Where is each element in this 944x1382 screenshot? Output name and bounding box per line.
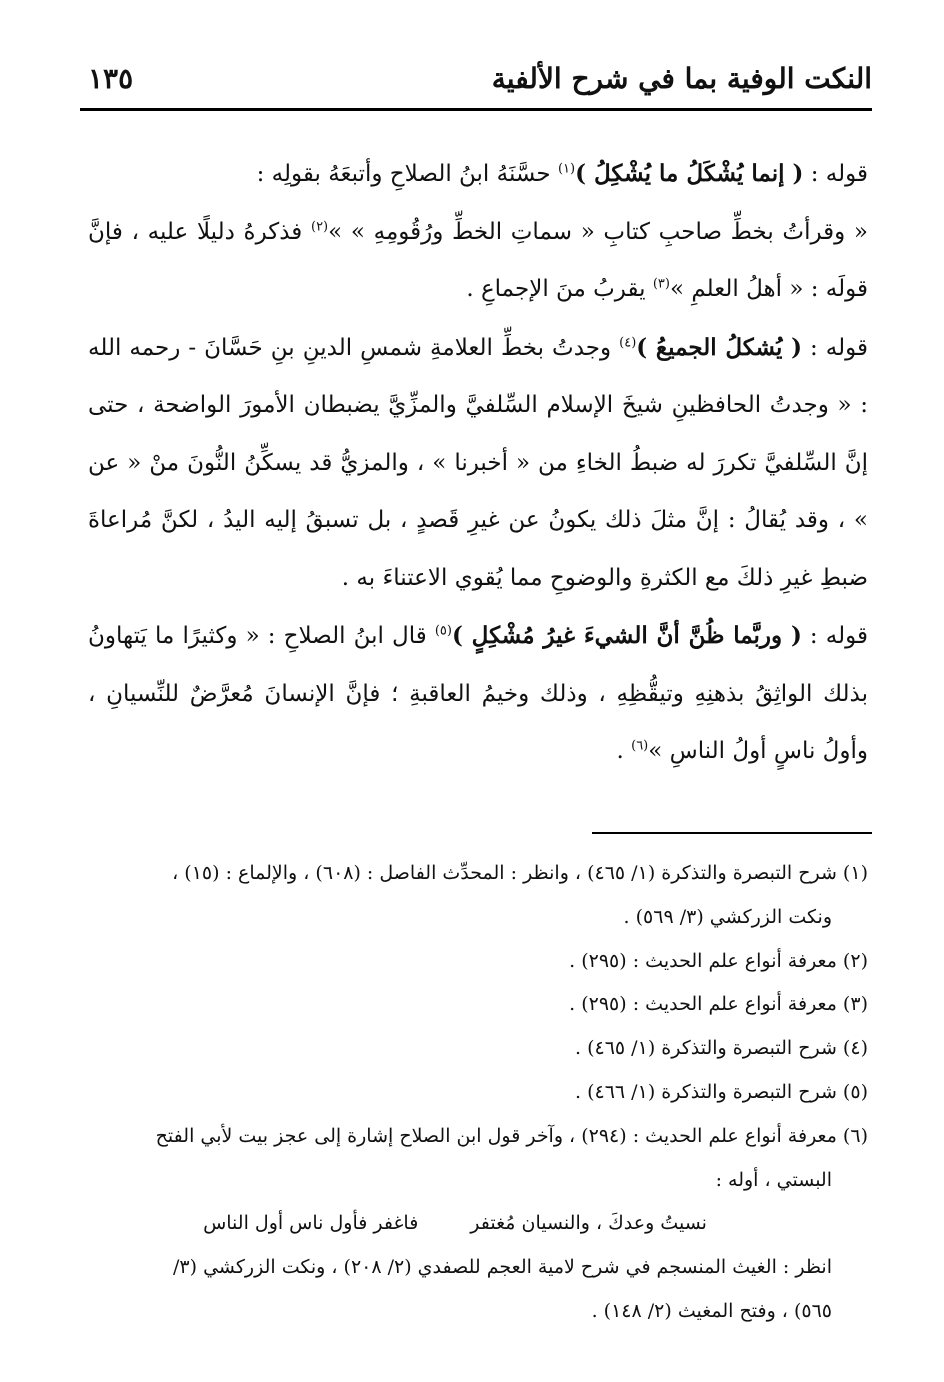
- footnote-line: ونكت الزركشي (٣/ ٥٦٩) .: [623, 905, 832, 928]
- footnote-line: (٦) معرفة أنواع علم الحديث : (٢٩٤) ، وآخر قول ابن الصلاح إشارة إلى عجز بيت لأبي الفتح: [155, 1124, 868, 1147]
- paragraph-2: [88, 204, 868, 319]
- footnote-marker: (٦): [631, 738, 649, 754]
- footnote-6: [78, 1115, 868, 1334]
- verse-first-hemistich: نسيتُ وعدكَ ، والنسيان مُغتفر: [470, 1212, 707, 1235]
- paragraph-text: يقربُ منَ الإجماعِ .: [466, 276, 653, 302]
- verse-second-hemistich: فاغفر فأول ناس أول الناس: [203, 1212, 419, 1235]
- paragraph-text: .: [616, 738, 632, 764]
- running-title: النكت الوفية بما في شرح الألفية: [491, 62, 872, 95]
- footnote-2: (٢) معرفة أنواع علم الحديث : (٢٩٥) .: [569, 949, 868, 972]
- quoted-phrase: ( يُشكلُ الجميعُ ): [636, 333, 802, 361]
- page-header: [80, 58, 872, 111]
- footnotes: [78, 852, 868, 1334]
- footnote-marker: (٤): [619, 334, 637, 350]
- lead-word: قوله :: [801, 334, 868, 361]
- paragraph-text: فذكرهُ دليلًا عليه ، فإنَّ قولَه : « أهلُ العلمِ »: [88, 218, 868, 302]
- footnote-marker: (٢): [310, 218, 329, 234]
- footnote-line: انظر : الغيث المنسجم في شرح لامية العجم للصفدي (٢/ ٢٠٨) ، ونكت الزركشي (٣/: [173, 1256, 832, 1279]
- paragraph-3: [88, 319, 868, 608]
- footnote-marker: (١): [557, 161, 576, 177]
- main-text: [88, 145, 868, 781]
- footnote-marker: (٣): [652, 276, 670, 292]
- quoted-phrase: ( إنما يُشْكَلُ ما يُشْكِلُ ): [575, 160, 804, 187]
- footnote-line: البستي ، أوله :: [715, 1168, 832, 1191]
- footnote-4: (٤) شرح التبصرة والتذكرة (١/ ٤٦٥) .: [575, 1037, 868, 1060]
- footnote-1: [78, 852, 868, 940]
- lead-word: قوله :: [801, 623, 868, 649]
- footnote-3: (٣) معرفة أنواع علم الحديث : (٢٩٥) .: [569, 993, 868, 1016]
- quoted-phrase: ( وربَّما ظُنَّ أنَّ الشيءَ غيرُ مُشْكِلٍ ): [451, 622, 802, 649]
- page-number: ١٣٥: [88, 62, 134, 95]
- footnote-line: (١) شرح التبصرة والتذكرة (١/ ٤٦٥) ، وانظر : المحدِّث الفاصل : (٦٠٨) ، والإلماع : (١٥) ،: [172, 862, 868, 884]
- lead-word: قوله :: [803, 161, 868, 187]
- footnote-line: ٥٦٥) ، وفتح المغيث (٢/ ١٤٨) .: [591, 1299, 832, 1322]
- footnote-separator: [592, 832, 872, 834]
- footnote-marker: (٥): [434, 623, 452, 639]
- paragraph-text: وجدتُ بخطِّ العلامةِ شمسِ الدينِ بنِ حَسَّانَ - رحمه الله : « وجدتُ الحافظينِ شيخَ الإسلام السِّلفيَّ والمزِّيَّ يضبطان الأمورَ الواضحة ، حتى إنَّ السِّلفيَّ تكررَ له ضبطُ الخاءِ من « أخبرنا » ، والمزيُّ قد يسكِّنُ النُّونَ منْ « عن » ، وقد يُقالُ : إنَّ مثلَ ذلك يكونُ عن غيرِ قَصدٍ ، بل تسبقُ إليه اليدُ ، لكنَّ مُراعاةَ ضبطِ غيرِ ذلكَ مع الكثرةِ والوضوحِ مما يُقوي الاعتناءَ به .: [88, 334, 868, 591]
- footnote-5: (٥) شرح التبصرة والتذكرة (١/ ٤٦٦) .: [575, 1080, 868, 1103]
- paragraph-text: « وقرأتُ بخطِّ صاحبِ كتابِ « سماتِ الخطِّ ورُقُومِهِ » »: [328, 218, 869, 245]
- paragraph-text: قال ابنُ الصلاحِ : « وكثيرًا ما يَتهاونُ بذلك الواثِقُ بذهنِهِ وتيقُّظِهِ ، وذلك وخيمُ العاقبةِ ؛ فإنَّ الإنسانَ مُعرَّضٌ للنِّسيانِ ، وأولُ ناسٍ أولُ الناسِ »: [88, 623, 868, 764]
- paragraph-1: [88, 145, 868, 204]
- paragraph-text: حسَّنَهُ ابنُ الصلاحِ وأتبعَهُ بقولِه :: [256, 161, 558, 187]
- paragraph-4: [88, 607, 868, 781]
- poem-verse: [78, 1202, 868, 1246]
